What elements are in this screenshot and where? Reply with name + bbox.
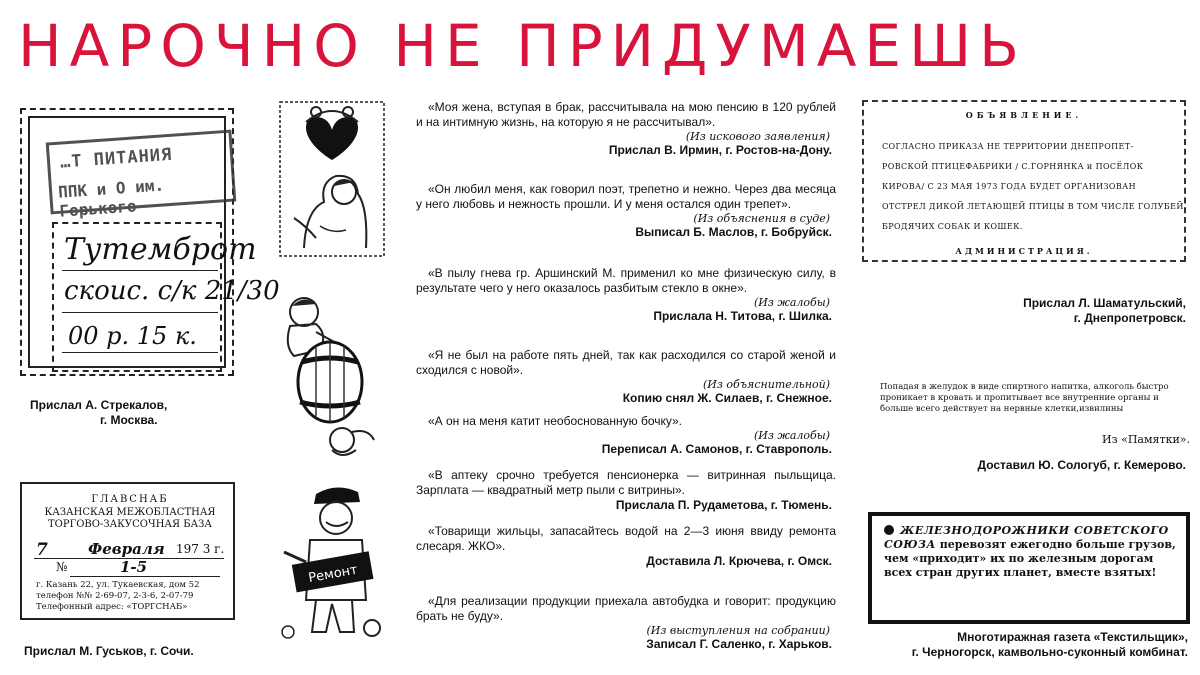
quote-entry (416, 524, 836, 569)
notice-title: ОБЪЯВЛЕНИЕ. (965, 110, 1083, 120)
seal-line-1: …Т ПИТАНИЯ (59, 144, 173, 173)
quote-credit: Прислала Н. Титова, г. Шилка. (653, 309, 832, 323)
quote-credit: Выписал Б. Маслов, г. Бобруйск. (635, 225, 832, 239)
notice-line: БРОДЯЧИХ СОБАК И КОШЕК. (882, 222, 1023, 231)
quote-text: «В аптеку срочно требуется пенсионерка — витринная пыльщица. Зарплата — квадратный метр пыли с витрины». (416, 468, 836, 497)
quote-credit: Прислал В. Ирмин, г. Ростов-на-Дону. (608, 143, 832, 157)
page-headline: НАРОЧНО НЕ ПРИДУМАЕШЬ (18, 12, 1027, 80)
plumber-illustration (276, 482, 388, 646)
notice-line: РОВСКОЙ ПТИЦЕФАБРИКИ / С.ГОРНЯНКА и ПОСЁЛОК (882, 162, 1144, 171)
stamp-org-sub2: ТОРГОВО-ЗАКУСОЧНАЯ БАЗА (48, 519, 212, 530)
quote-text: «Товарищи жильцы, запасайтесь водой на 2—3 июня ввиду ремонта слесаря. ЖКО». (416, 524, 836, 553)
seal-line-2: ППК и О им. Горького (57, 175, 165, 221)
stamp-rule (70, 576, 220, 577)
quote-entry (416, 468, 836, 513)
quote-credit: Записал Г. Саленко, г. Харьков. (646, 637, 832, 651)
ticket-rule (62, 270, 218, 271)
quote-text: «А он на меня катит необоснованную бочку». (428, 414, 683, 428)
quote-credit: Копию снял Ж. Силаев, г. Снежное. (622, 391, 832, 405)
quote-entry (416, 266, 836, 324)
stamp-org-sub: КАЗАНСКАЯ МЕЖОБЛАСТНАЯ (44, 507, 216, 518)
quote-entry (416, 594, 836, 652)
receipt-stamp (20, 108, 280, 376)
receipt-inner-frame (28, 116, 280, 368)
handwritten-detail: скоис. с/к 21/30 (64, 276, 280, 306)
credit-city: г. Москва. (100, 413, 158, 427)
credit-shamatulsky (940, 296, 1186, 326)
cafeteria-seal (46, 130, 237, 221)
wallet-heart-illustration (276, 98, 388, 260)
credit-name: Прислал Л. Шаматульский, (1023, 296, 1186, 310)
quote-text: «Я не был на работе пять дней, так как расходился со старой женой и сходился с новой». (416, 348, 836, 377)
rail-lead: ЖЕЛЕЗНОДОРОЖНИКИ СОВЕТСКОГО СОЮЗА (884, 524, 1169, 551)
quote-source: (Из объяснения в суде) (693, 212, 830, 225)
handwritten-item: Тутемброт (64, 232, 257, 267)
ticket-rule (62, 352, 218, 353)
memo-source: Из «Памятки». (1102, 433, 1190, 446)
credit-name: Прислал А. Стрекалов, (30, 398, 168, 412)
handwritten-price: 00 р. 15 к. (68, 322, 197, 350)
stamp-telegraph: Телефонный адрес: «ТОРГСНАБ» (36, 602, 188, 612)
quote-source: (Из выступления на собрании) (646, 624, 830, 637)
quote-entry (416, 414, 836, 457)
repair-sign-text: Ремонт (307, 562, 359, 587)
quote-text: «Он любил меня, как говорил поэт, трепетно и нежно. Через два месяца у него любовь и нежность прошли. И у меня остался один трепет». (416, 182, 836, 211)
notice-line: ОТСТРЕЛ ДИКОЙ ЛЕТАЮЩЕЙ ПТИЦЫ В ТОМ ЧИСЛЕ ГОЛУБЕЙ, (882, 202, 1187, 211)
quote-entry (416, 182, 836, 240)
notice-line: КИРОВА/ С 23 МАЯ 1973 ГОДА БУДЕТ ОРГАНИЗОВАН (882, 182, 1136, 191)
quote-entry (416, 100, 836, 158)
quote-source: (Из жалобы) (753, 429, 830, 442)
stamp-org: ГЛАВСНАБ (91, 494, 169, 505)
rail-body: перевозят ежегодно больше грузов, чем «приходит» их по железным дорогам всех стран других планет, вместе взятых! (884, 538, 1176, 579)
credit-place: г. Черногорск, камвольно-суконный комбинат. (911, 645, 1188, 659)
credit-city: г. Днепропетровск. (1073, 311, 1186, 325)
stamp-num: 1-5 (120, 558, 148, 576)
stamp-phones: телефон №№ 2-69-07, 2-3-6, 2-07-79 (36, 591, 194, 601)
quote-source: (Из жалобы) (753, 296, 830, 309)
credit-strekalov (30, 398, 167, 428)
quote-credit: Прислала П. Рудаметова, г. Тюмень. (615, 498, 832, 512)
bullet-icon (884, 525, 894, 535)
notice-line: СОГЛАСНО ПРИКАЗА НЕ ТЕРРИТОРИИ ДНЕПРОПЕТ- (882, 142, 1134, 151)
notice-signature: АДМИНИСТРАЦИЯ. (955, 246, 1093, 256)
alcohol-memo: Попадая в желудок в виде спиртного напитка, алкоголь быстро проникает в кровать и пропитывает все внутренние органы и больше всего действует на нервные клетки,извилины (880, 382, 1169, 414)
credit-textilshchik (840, 630, 1188, 660)
credit-sologub: Доставил Ю. Сологуб, г. Кемерово. (977, 458, 1186, 472)
ticket-rule (62, 312, 218, 313)
price-ticket (52, 222, 280, 372)
quote-credit: Переписал А. Самонов, г. Ставрополь. (601, 442, 832, 456)
quote-text: «Для реализации продукции приехала автобудка и говорит: продукцию брать не буду». (416, 594, 836, 623)
credit-guskov: Прислал М. Гуськов, г. Сочи. (24, 644, 194, 658)
quote-source: (Из искового заявления) (685, 130, 830, 143)
stamp-num-label: № (56, 560, 68, 574)
glavsnab-stamp (20, 482, 235, 620)
stamp-day: 7 (36, 540, 48, 560)
stamp-month: Февраля (88, 540, 165, 558)
shooting-notice (862, 100, 1186, 262)
quote-text: «В пылу гнева гр. Аршинский М. применил ко мне физическую силу, в результате чего у него оказалось разбитым стекло в окне». (416, 266, 836, 295)
quote-source: (Из объяснительной) (703, 378, 830, 391)
quote-text: «Моя жена, вступая в брак, рассчитывала на мою пенсию в 120 рублей и на интимную жизнь, на которую я не рассчитывал». (416, 100, 836, 129)
stamp-address: г. Казань 22, ул. Тукаевская, дом 52 (36, 580, 200, 590)
quote-credit: Доставила Л. Крючева, г. Омск. (646, 554, 832, 568)
railway-boast-box (868, 512, 1190, 624)
barrel-illustration (276, 290, 388, 462)
stamp-year: 197 3 г. (176, 542, 225, 556)
quote-entry (416, 348, 836, 406)
credit-paper: Многотиражная газета «Текстильщик», (957, 630, 1188, 644)
